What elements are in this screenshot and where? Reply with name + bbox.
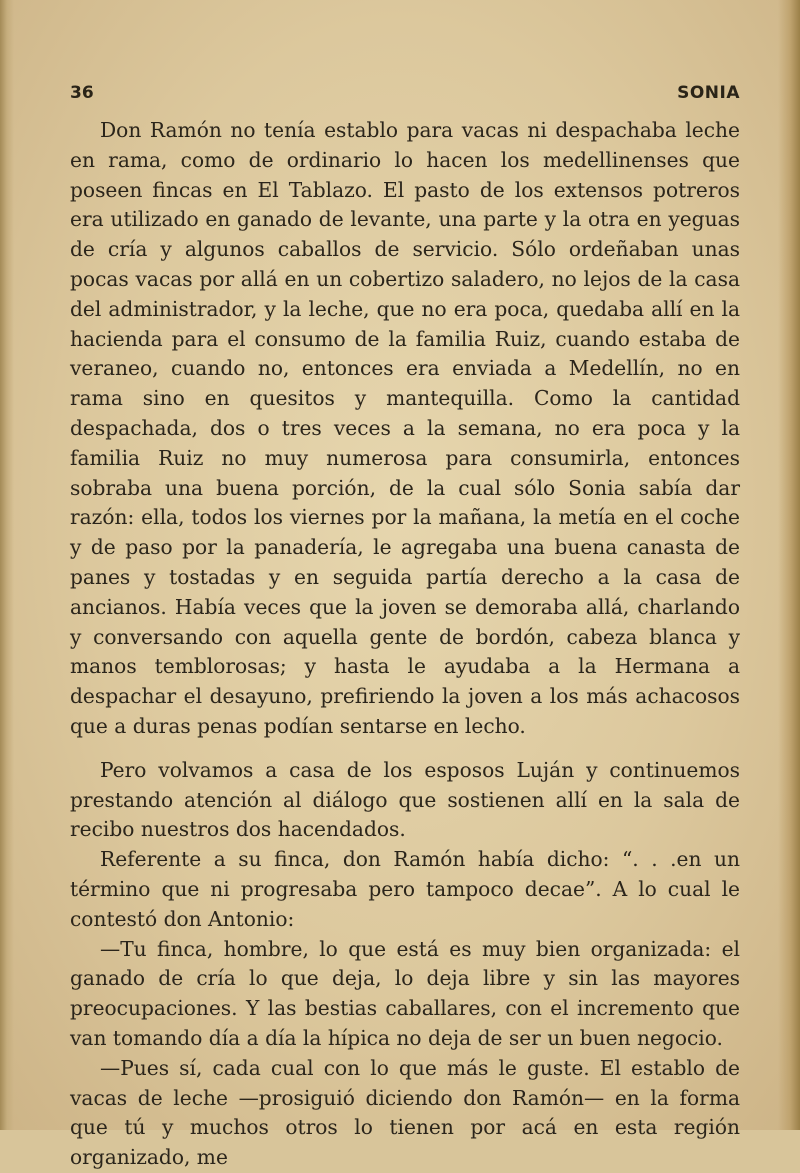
paragraph-4: —Tu finca, hombre, lo que está es muy bien organizada: el ganado de cría lo que deja, lo deja libre y sin las mayores preocupaciones. Y las bestias caballares, con el incremento que van tomando día a día la hípica no deja de ser un buen negocio.	[70, 936, 740, 1050]
body-text	[70, 116, 740, 1173]
paragraph-1: Don Ramón no tenía establo para vacas ni despachaba leche en rama, como de ordinario lo hacen los medellinenses que poseen fincas en El Tablazo. El pasto de los extensos potreros era utilizado en ganado de levante, una parte y la otra en yeguas de cría y algunos caballos de servicio. Sólo ordeñaban unas pocas vacas por allá en un cobertizo saladero, no lejos de la casa del administrador, y la leche, que no era poca, quedaba allí en la hacienda para el consumo de la familia Ruiz, cuando estaba de veraneo, cuando no, entonces era enviada a Medellín, no en rama sino en quesitos y mantequilla. Como la cantidad despachada, dos o tres veces a la semana, no era poca y la familia Ruiz no muy numerosa para consumirla, entonces sobraba una buena porción, de la cual sólo Sonia sabía dar razón: ella, todos los viernes por la mañana, la metía en el coche y de paso por la panadería, le agregaba una buena canasta de panes y tostadas y en seguida partía derecho a la casa de ancianos. Había veces que la joven se demoraba allá, charlando y conversando con aquella gente de bordón, cabeza blanca y manos temblorosas; y hasta le ayudaba a la Hermana a despachar el desayuno, prefiriendo la joven a los más achacosos que a duras penas podían sentarse en lecho.	[70, 118, 740, 738]
paragraph-3: Referente a su finca, don Ramón había dicho: “. . .en un término que ni progresaba pero tampoco decae”. A lo cual le contestó don Antonio:	[70, 847, 740, 931]
page-number: 36	[70, 83, 94, 103]
page-header	[70, 83, 740, 107]
paragraph-5: —Pues sí, cada cual con lo que más le guste. El establo de vacas de leche —prosiguió diciendo don Ramón— en la forma que tú y muchos otros lo tienen por acá en esta región organizado, me	[70, 1055, 740, 1170]
running-title: SONIA	[677, 83, 740, 103]
page-left-edge-shadow	[0, 0, 14, 1130]
page-right-edge-shadow	[778, 0, 800, 1130]
paragraph-2: Pero volvamos a casa de los esposos Luján y continuemos prestando atención al diálogo que sostienen allí en la sala de recibo nuestros dos hacendados.	[70, 757, 740, 842]
